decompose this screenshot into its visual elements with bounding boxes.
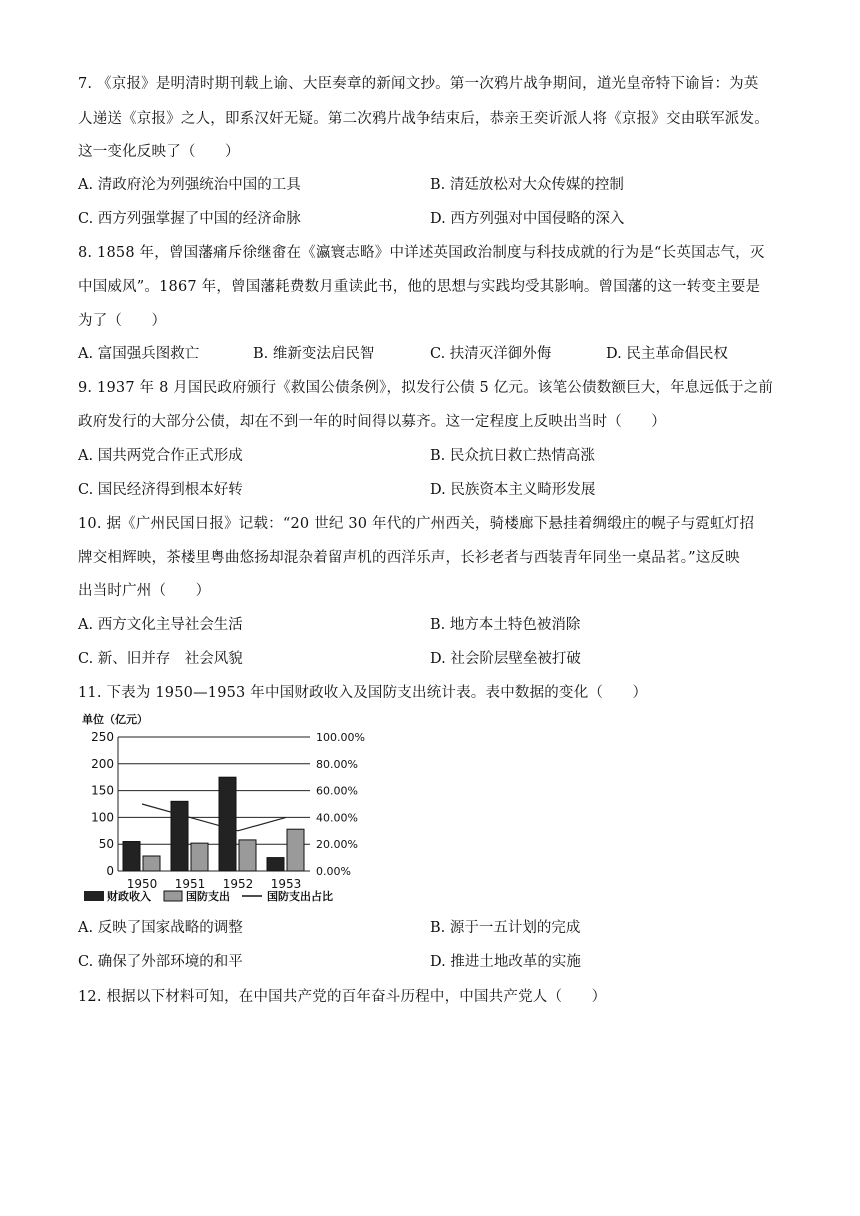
q11-chart-svg <box>82 710 392 910</box>
chart-bar-defense <box>191 843 208 871</box>
chart-y2-tick-label: 100.00% <box>316 731 365 744</box>
chart-y-tick-label: 150 <box>91 783 114 798</box>
chart-x-tick-label: 1950 <box>126 877 158 891</box>
q8-stem-line2: 中国威风”。1867 年，曾国藩耗费数月重读此书，他的思想与实践均受其影响。曾国藩的这一转变主要是 <box>78 279 761 295</box>
q8-option-a[interactable]: A. 富国强兵图救亡 <box>78 346 200 362</box>
chart-y2-tick-label: 80.00% <box>316 757 358 771</box>
q7-option-a[interactable]: A. 清政府沦为列强统治中国的工具 <box>78 177 301 193</box>
q10-stem-line2: 牌交相辉映，茶楼里粤曲悠扬却混杂着留声机的西洋乐声，长衫老者与西装青年同坐一桌品茗。”这反映 <box>78 550 740 566</box>
chart-bar-defense <box>143 856 160 871</box>
chart-y-tick-label: 100 <box>91 810 114 825</box>
chart-unit-label: 单位（亿元） <box>82 713 148 726</box>
q10-stem-line1: 10. 据《广州民国日报》记载：“20 世纪 30 年代的广州西关，骑楼廊下悬挂着绸缎庄的幌子与霓虹灯招 <box>78 516 755 532</box>
q11-option-d[interactable]: D. 推进土地改革的实施 <box>430 954 581 970</box>
chart-legend-swatch-defense <box>164 891 182 901</box>
q7-option-d[interactable]: D. 西方列强对中国侵略的深入 <box>430 211 625 227</box>
q10-option-d[interactable]: D. 社会阶层壁垒被打破 <box>430 651 581 667</box>
q9-stem-line2: 政府发行的大部分公债，却在不到一年的时间得以募齐。这一定程度上反映出当时（ ） <box>78 414 666 430</box>
chart-y-tick-label: 0 <box>106 864 114 878</box>
chart-bar-revenue <box>267 858 284 871</box>
q7-stem-line3: 这一变化反映了（ ） <box>78 144 240 160</box>
chart-bar-revenue <box>171 801 188 871</box>
q8-stem-line1: 8. 1858 年，曾国藩痛斥徐继畬在《瀛寰志略》中详述英国政治制度与科技成就的行为是“长英国志气，灭 <box>78 245 765 261</box>
q8-option-b[interactable]: B. 维新变法启民智 <box>253 346 375 362</box>
q11-option-b[interactable]: B. 源于一五计划的完成 <box>430 920 581 936</box>
q11-chart <box>82 710 392 910</box>
chart-x-tick-label: 1953 <box>270 877 302 891</box>
chart-y2-tick-label: 40.00% <box>316 811 358 825</box>
q8-option-d[interactable]: D. 民主革命倡民权 <box>606 346 728 362</box>
chart-x-tick-label: 1951 <box>174 877 206 891</box>
chart-y-tick-label: 200 <box>91 756 114 771</box>
q9-option-b[interactable]: B. 民众抗日救亡热情高涨 <box>430 448 595 464</box>
q8-stem-line3: 为了（ ） <box>78 313 167 329</box>
q7-stem-line1: 7. 《京报》是明清时期刊载上谕、大臣奏章的新闻文抄。第一次鸦片战争期间，道光皇帝特下谕旨：为英 <box>78 76 759 92</box>
chart-legend-label: 财政收入 <box>107 890 151 903</box>
q7-option-c[interactable]: C. 西方列强掌握了中国的经济命脉 <box>78 211 301 227</box>
q10-option-c[interactable]: C. 新、旧并存 社会风貌 <box>78 651 243 667</box>
q12-stem-line1: 12. 根据以下材料可知，在中国共产党的百年奋斗历程中，中国共产党人（ ） <box>78 989 607 1005</box>
q8-option-c[interactable]: C. 扶清灭洋御外侮 <box>430 346 552 362</box>
q9-option-a[interactable]: A. 国共两党合作正式形成 <box>78 448 243 464</box>
q9-option-c[interactable]: C. 国民经济得到根本好转 <box>78 482 243 498</box>
q11-option-a[interactable]: A. 反映了国家战略的调整 <box>78 920 243 936</box>
q10-option-b[interactable]: B. 地方本土特色被消除 <box>430 617 581 633</box>
q11-stem-line1: 11. 下表为 1950—1953 年中国财政收入及国防支出统计表。表中数据的变化（ ） <box>78 685 648 701</box>
chart-y2-tick-label: 0.00% <box>316 865 351 878</box>
chart-bar-defense <box>287 829 304 871</box>
chart-legend-label: 国防支出 <box>186 890 230 903</box>
chart-y-tick-label: 250 <box>91 730 114 744</box>
chart-y2-tick-label: 20.00% <box>316 838 358 852</box>
chart-bar-revenue <box>123 842 140 871</box>
chart-legend-swatch-revenue <box>84 891 104 901</box>
chart-x-tick-label: 1952 <box>222 877 254 891</box>
q7-stem-line2: 人递送《京报》之人，即系汉奸无疑。第二次鸦片战争结束后，恭亲王奕䜣派人将《京报》交由联军派发。 <box>78 111 769 127</box>
q7-option-b[interactable]: B. 清廷放松对大众传媒的控制 <box>430 177 624 193</box>
q9-option-d[interactable]: D. 民族资本主义畸形发展 <box>430 482 596 498</box>
chart-bar-defense <box>239 840 256 871</box>
q9-stem-line1: 9. 1937 年 8 月国民政府颁行《救国公债条例》，拟发行公债 5 亿元。该笔公债数额巨大，年息远低于之前 <box>78 380 774 396</box>
chart-legend-label: 国防支出占比 <box>267 890 333 903</box>
chart-y2-tick-label: 60.00% <box>316 784 358 798</box>
chart-bar-revenue <box>219 777 236 871</box>
q10-option-a[interactable]: A. 西方文化主导社会生活 <box>78 617 243 633</box>
q10-stem-line3: 出当时广州（ ） <box>78 583 211 599</box>
q11-option-c[interactable]: C. 确保了外部环境的和平 <box>78 954 243 970</box>
chart-y-tick-label: 50 <box>98 837 114 852</box>
